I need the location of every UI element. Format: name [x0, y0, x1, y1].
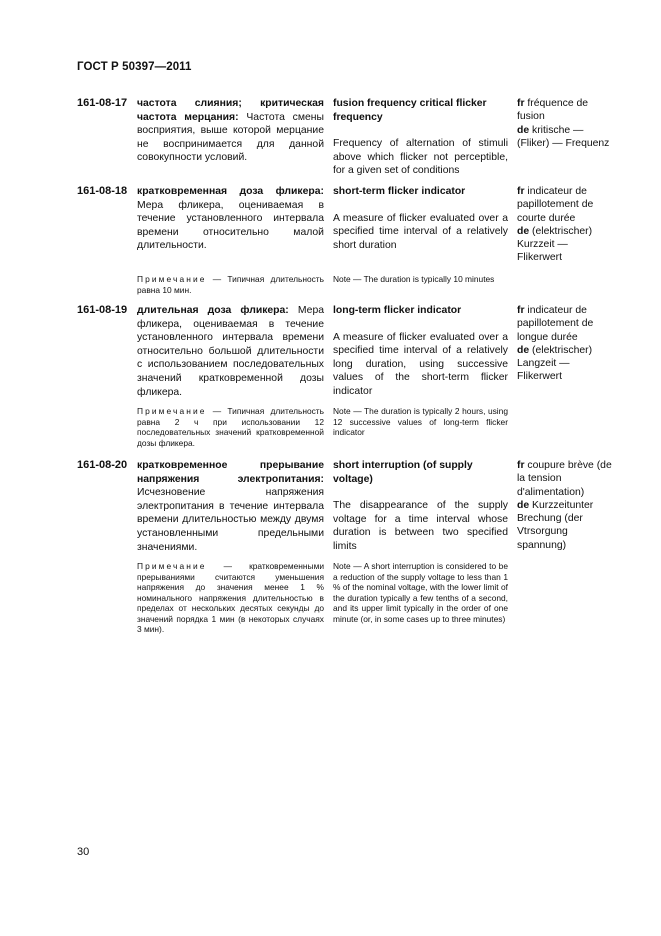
russian-note-text: — кратковременными прерываниями считаются уменьшения напряжения до значения менее 1 % номинального напряжения длительностью в пределах от нескольких десятых секунды до значений порядка 1 мин (в некоторых случаях 3 мин). [137, 561, 325, 634]
french-term: indicateur de papillotement de longue durée [517, 305, 594, 343]
english-term: short-term flicker indicator [333, 186, 466, 197]
russian-definition [137, 459, 324, 554]
lang-code-de: de [517, 225, 530, 237]
german-term: (elektrischer) Langzeit — Flikerwert [517, 344, 593, 383]
russian-term: кратковременное прерывание напряжения электропитания: [137, 460, 324, 485]
russian-note [137, 406, 324, 448]
foreign-equivalents [517, 459, 612, 552]
english-definition-text: A measure of flicker evaluated over a specified time interval of a relatively short duration [333, 212, 508, 251]
russian-definition [137, 304, 324, 399]
english-definition [333, 185, 508, 252]
russian-note-text: — Типичная длительность равна 10 мин. [137, 274, 325, 295]
foreign-equivalents [517, 97, 612, 150]
russian-definition [137, 97, 324, 165]
lang-code-fr: fr [517, 186, 525, 197]
russian-definition-text: Частота смены восприятия, выше которой мерцание не воспринимается для данной совокупности условий. [137, 111, 324, 164]
english-term: long-term flicker indicator [333, 305, 462, 316]
lang-code-de: de [517, 124, 530, 136]
page-number: 30 [77, 846, 90, 858]
document-header: ГОСТ Р 50397—2011 [77, 61, 192, 73]
english-note: Note — The duration is typically 2 hours, using 12 successive values of long-term flicker indicator [333, 406, 508, 437]
german-term: (elektrischer) Kurzzeit — Flikerwert [517, 225, 593, 264]
russian-definition [137, 185, 324, 253]
english-definition [333, 304, 508, 399]
russian-term: длительная доза фликера: [137, 305, 289, 316]
note-label: Примечание [137, 561, 207, 571]
russian-note-text: — Типичная длительность равна 2 ч при использовании 12 последовательных значений кратковременной дозы фликера. [137, 406, 325, 448]
english-term: short interruption (of supply voltage) [333, 460, 473, 485]
english-term: fusion frequency critical flicker frequency [333, 98, 487, 123]
russian-term: кратковременная доза фликера: [137, 186, 324, 197]
lang-code-de: de [517, 344, 530, 356]
german-term: kritische — (Fliker) — Frequenz [517, 124, 610, 149]
foreign-equivalents [517, 304, 612, 384]
russian-definition-text: Мера фликера, оцениваемая в течение установленного интервала времени относительно большой длительности с использованием последовательных значений кратковременной дозы фликера. [137, 305, 324, 398]
russian-note [137, 561, 324, 635]
lang-code-fr: fr [517, 98, 525, 109]
lang-code-de: de [517, 499, 530, 511]
russian-definition-text: Исчезновение напряжения электропитания в течение интервала времени длительностью между двумя установленными предельными значениями. [137, 487, 324, 553]
french-term: coupure brève (de la tension d'alimentation) [517, 460, 612, 498]
note-label: Примечание [137, 406, 207, 416]
lang-code-fr: fr [517, 460, 525, 471]
german-term: Kurzzeitunter Brechung (der Vtrsorgung spannung) [517, 499, 594, 551]
english-definition-text: The disappearance of the supply voltage for a time interval whose duration is between two specified limits [333, 500, 508, 552]
lang-code-fr: fr [517, 305, 525, 316]
russian-note [137, 274, 324, 295]
foreign-equivalents [517, 185, 612, 265]
entry-number: 161-08-17 [77, 97, 128, 109]
english-note: Note — A short interruption is considered to be a reduction of the supply voltage to less than 1 % of the nominal voltage, with the lower limit of the duration typically a few tenths of a second, and its upper limit typically in the order of one minute (or, in some cases up to three minutes) [333, 561, 508, 624]
russian-term: частота слияния; критическая частота мерцания: [137, 98, 324, 123]
french-term: fréquence de fusion [517, 98, 589, 123]
english-note: Note — The duration is typically 10 minutes [333, 274, 495, 284]
english-definition [333, 459, 508, 554]
entry-number: 161-08-20 [77, 459, 128, 471]
english-definition-text: Frequency of alternation of stimuli above which flicker not perceptible, for a given set of conditions [333, 138, 508, 177]
french-term: indicateur de papillotement de courte durée [517, 186, 594, 224]
entry-number: 161-08-19 [77, 304, 128, 316]
note-label: Примечание [137, 274, 207, 284]
english-definition [333, 97, 508, 178]
entry-number: 161-08-18 [77, 185, 128, 197]
english-definition-text: A measure of flicker evaluated over a specified time interval of a relatively long duration, using successive values of the short-term flicker indicator [333, 331, 508, 397]
russian-definition-text: Мера фликера, оцениваемая в течение установленного интервала времени относительно малой длительности. [137, 199, 324, 252]
